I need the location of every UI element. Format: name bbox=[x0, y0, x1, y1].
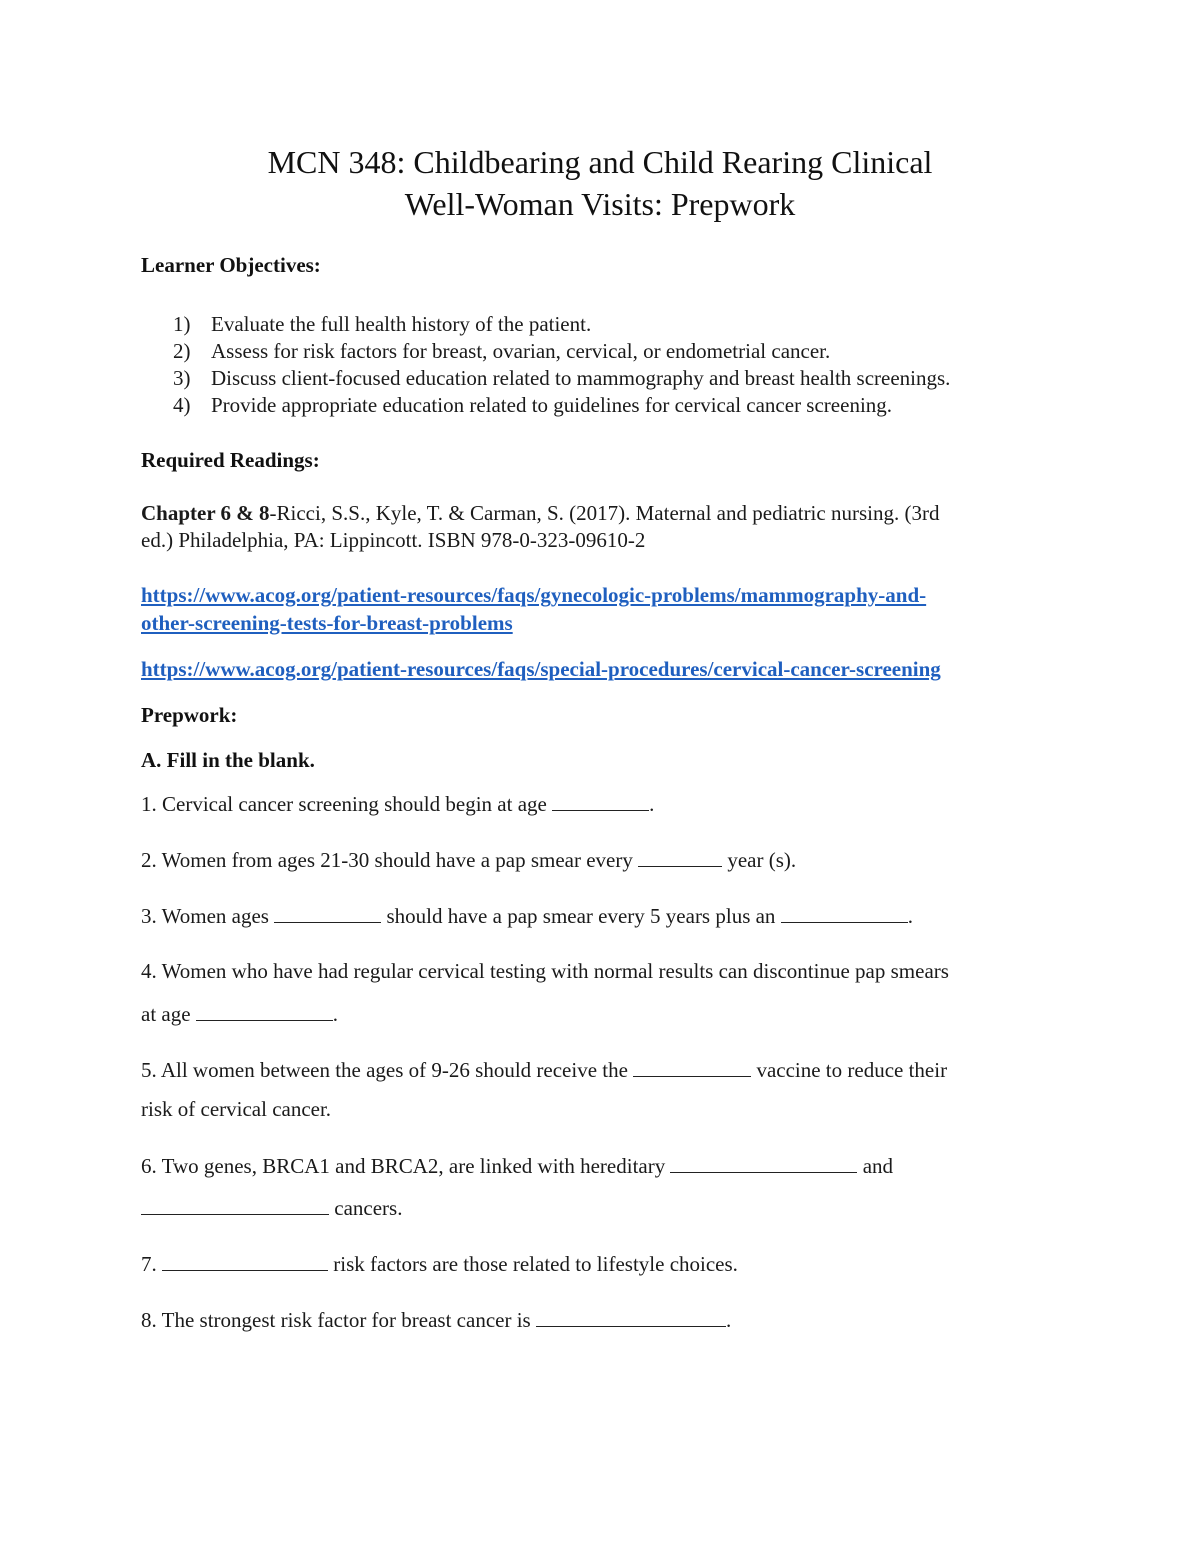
objective-number: 1) bbox=[173, 312, 191, 336]
question-text: 1. Cervical cancer screening should begin at age bbox=[141, 792, 553, 816]
question-text: 3. Women ages bbox=[141, 904, 275, 928]
chapter-label: Chapter 6 & 8 bbox=[141, 501, 270, 525]
question-1 bbox=[141, 790, 654, 817]
question-2 bbox=[141, 846, 796, 873]
objective-text: Evaluate the full health history of the patient. bbox=[211, 312, 592, 336]
answer-blank[interactable] bbox=[274, 902, 381, 923]
question-5-line-1 bbox=[141, 1056, 947, 1083]
answer-blank[interactable] bbox=[552, 790, 649, 811]
acog-cervical-screening-link[interactable]: https://www.acog.org/patient-resources/faqs/special-procedures/cervical-cancer-screening bbox=[141, 657, 941, 681]
question-text: 8. The strongest risk factor for breast cancer is bbox=[141, 1308, 536, 1332]
question-text: 6. Two genes, BRCA1 and BRCA2, are linked with hereditary bbox=[141, 1154, 671, 1178]
objective-text: Provide appropriate education related to guidelines for cervical cancer screening. bbox=[211, 393, 893, 417]
question-text: vaccine to reduce their bbox=[751, 1058, 948, 1082]
question-text: 2. Women from ages 21-30 should have a pap smear every bbox=[141, 848, 639, 872]
citation-text: -Ricci, S.S., Kyle, T. & Carman, S. (2017). Maternal and pediatric nursing. (3rd bbox=[269, 501, 940, 525]
question-text: . bbox=[725, 1308, 732, 1332]
answer-blank[interactable] bbox=[196, 1000, 333, 1021]
question-text: and bbox=[857, 1154, 894, 1178]
objective-number: 2) bbox=[173, 339, 191, 363]
page-title-line2: Well-Woman Visits: Prepwork bbox=[404, 186, 796, 222]
question-5-line-2: risk of cervical cancer. bbox=[141, 1097, 332, 1121]
question-3 bbox=[141, 902, 913, 929]
answer-blank[interactable] bbox=[536, 1306, 726, 1327]
question-4-line-2 bbox=[141, 1000, 338, 1027]
answer-blank[interactable] bbox=[670, 1152, 857, 1173]
question-text: 5. All women between the ages of 9-26 should receive the bbox=[141, 1058, 634, 1082]
question-text: should have a pap smear every 5 years plus an bbox=[381, 904, 781, 928]
answer-blank[interactable] bbox=[141, 1194, 329, 1215]
answer-blank[interactable] bbox=[162, 1250, 328, 1271]
acog-mammography-link-cont[interactable]: other-screening-tests-for-breast-problems bbox=[141, 611, 513, 635]
question-6-line-1 bbox=[141, 1152, 893, 1179]
readings-heading: Required Readings: bbox=[141, 448, 320, 472]
question-6-line-2 bbox=[141, 1194, 402, 1221]
question-text: at age bbox=[141, 1002, 196, 1026]
acog-mammography-link[interactable]: https://www.acog.org/patient-resources/faqs/gynecologic-problems/mammography-and- bbox=[141, 583, 927, 607]
question-text: . bbox=[649, 792, 655, 816]
objective-number: 4) bbox=[173, 393, 191, 417]
question-text: . bbox=[907, 904, 913, 928]
objectives-heading: Learner Objectives: bbox=[141, 253, 321, 277]
question-7 bbox=[141, 1250, 738, 1277]
question-8 bbox=[141, 1306, 731, 1333]
question-text: . bbox=[332, 1002, 339, 1026]
citation-line-1 bbox=[141, 500, 939, 526]
question-text: cancers. bbox=[329, 1196, 403, 1220]
question-4-line-1: 4. Women who have had regular cervical testing with normal results can discontinue pap smears bbox=[141, 959, 949, 983]
question-text: 7. bbox=[141, 1252, 162, 1276]
objective-text: Assess for risk factors for breast, ovarian, cervical, or endometrial cancer. bbox=[211, 339, 831, 363]
question-text: risk factors are those related to lifestyle choices. bbox=[328, 1252, 738, 1276]
answer-blank[interactable] bbox=[638, 846, 722, 867]
section-a-heading: A. Fill in the blank. bbox=[141, 748, 315, 772]
answer-blank[interactable] bbox=[781, 902, 908, 923]
objective-number: 3) bbox=[173, 366, 191, 390]
objective-text: Discuss client-focused education related to mammography and breast health screenings. bbox=[211, 366, 951, 390]
page-title-line1: MCN 348: Childbearing and Child Rearing Clinical bbox=[267, 144, 933, 180]
citation-line-2: ed.) Philadelphia, PA: Lippincott. ISBN 978-0-323-09610-2 bbox=[141, 528, 646, 552]
answer-blank[interactable] bbox=[633, 1056, 751, 1077]
prepwork-heading: Prepwork: bbox=[141, 703, 238, 727]
question-text: year (s). bbox=[722, 848, 797, 872]
